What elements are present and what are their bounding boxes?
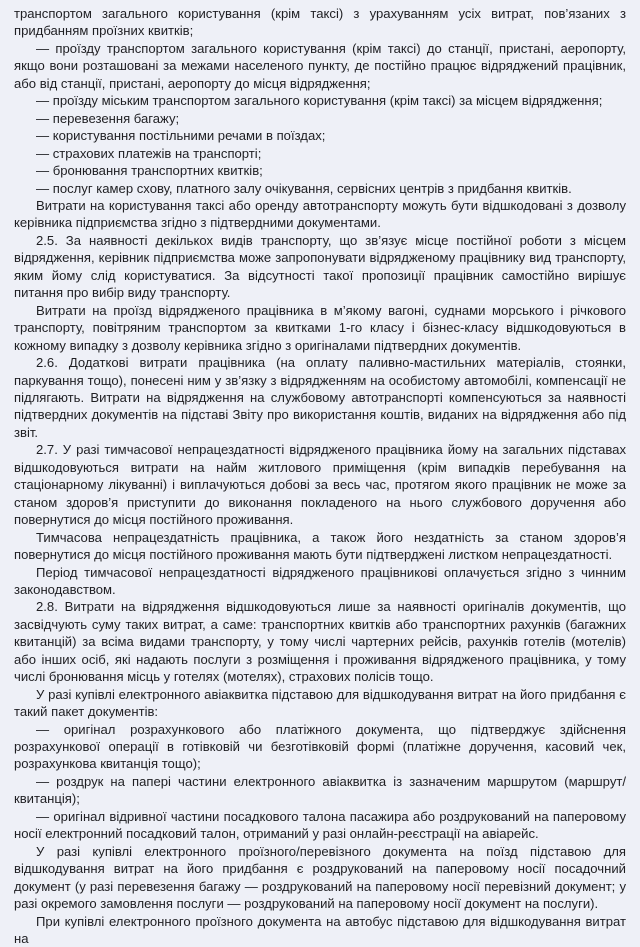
list-item-7: — послуг камер схову, платного залу очікування, сервісних центрів з придбання квитків. — [36, 180, 572, 196]
paragraph-bus-ticket: При купівлі електронного проїзного документа на автобус підставою для відшкодування витрат на — [14, 913, 626, 947]
list-item-5: — страхових платежів на транспорті; — [36, 145, 262, 161]
paragraph-sick-pay: Період тимчасової непрацездатності відрядженого працівникові оплачується згідно з чинним законодавством. — [14, 564, 626, 597]
list-item-receipt: — оригінал розрахункового або платіжного документа, що підтверджує здійснення розрахункової операції в готівковій чи безготівковій формі (платіжне доручення, касовий чек, розрахункова квитанція тощо); — [14, 721, 626, 772]
paragraph-train-ticket: У разі купівлі електронного проїзного/перевізного документа на поїзд підставою для відшкодування витрат на його придбання є роздрукований на паперовому носії посадочний документ (у разі перевезення багажу — роздрукований на паперовому носії перевізний документ; у разі окремого замовлення послуги — роздрукований на паперовому носії документ на послуги). — [14, 843, 626, 912]
list-item-6: — бронювання транспортних квитків; — [36, 163, 263, 179]
section-2-8: 2.8. Витрати на відрядження відшкодовуються лише за наявності оригіналів документів, що засвідчують суму таких витрат, а саме: транспортних квитків або транспортних рахунків (багажних квитанцій) за всіма видами транспорту, у тому числі чартерних рейсів, рахунків готелів (мотелів) або інших осіб, які надають послуги з розміщення і проживання відрядженого працівника, у тому числі бронювання місць у готелях (мотелях), страхових полісів тощо. — [14, 599, 626, 685]
paragraph-sick-leave: Тимчасова непрацездатність працівника, а також його нездатність за станом здоров’я повернутися до місця постійного проживання мають бути підтверджені листком непрацездатності. — [14, 529, 626, 563]
list-item-1: — проїзду транспортом загального користування (крім таксі) до станції, пристані, аеропорту, якщо вони розташовані за межами населеного пункту, де постійно працює відряджений працівник, або від станції, пристані, аеропорту до місця відрядження; — [14, 40, 626, 91]
paragraph-1: транспортом загального користування (крім таксі) з урахуванням усіх витрат, пов’язаних з придбанням проїзних квитків; — [14, 6, 626, 39]
paragraph-e-ticket: У разі купівлі електронного авіаквитка підставою для відшкодування витрат на його придбання є такий пакет документів: — [14, 686, 626, 720]
list-item-printout: — роздрук на папері частини електронного авіаквитка із зазначеним маршрутом (маршрут/квитанція); — [14, 773, 626, 807]
paragraph-taxi: Витрати на користування таксі або оренду автотранспорту можуть бути відшкодовані з дозволу керівника підприємства згідно з підтвердними документами. — [14, 197, 626, 231]
paragraph-travel-class: Витрати на проїзд відрядженого працівника в м’якому вагоні, суднами морського і річкового транспорту, повітряним транспортом за квитками 1-го класу і бізнес-класу відшкодовуються в кожному випадку з дозволу керівника згідно з оригіналами підтвердних документів. — [14, 302, 626, 353]
list-item-3: — перевезення багажу; — [36, 110, 180, 126]
list-item-2: — проїзду міським транспортом загального користування (крім таксі) за місцем відрядження; — [36, 93, 603, 109]
section-2-6: 2.6. Додаткові витрати працівника (на оплату паливно-мастильних матеріалів, стоянки, паркування тощо), понесені ним у зв’язку з відрядженням на особистому автомобілі, компенсації не підлягають. Витрати на відрядження на службовому автотранспорті компенсуються за наявності підтвердних документів на підставі Звіту про використання коштів, виданих на відрядження або під звіт. — [14, 355, 626, 440]
list-item-4: — користування постільними речами в поїздах; — [36, 128, 326, 144]
section-2-5: 2.5. За наявності декількох видів транспорту, що зв’язує місце постійної роботи з місцем відрядження, керівник підприємства може запропонувати відрядженому працівнику вид транспорту, яким йому слід користуватися. За відсутності такої пропозиції працівник самостійно вирішує питання про вибір виду транспорту. — [14, 232, 626, 301]
section-2-7: 2.7. У разі тимчасової непрацездатності відрядженого працівника йому на загальних підставах відшкодовуються витрати на найм житлового приміщення (крім випадків перебування на стаціонарному лікуванні) і виплачуються добові за весь час, протягом якого працівник не може за станом здоров’я приступити до виконання покладеного на нього службового доручення або повернутися до місця постійного проживання. — [14, 442, 626, 528]
list-item-boarding-pass: — оригінал відривної частини посадкового талона пасажира або роздрукований на паперовому носії електронний посадковий талон, отриманий у разі онлайн-реєстрації на авіарейс. — [14, 808, 626, 842]
